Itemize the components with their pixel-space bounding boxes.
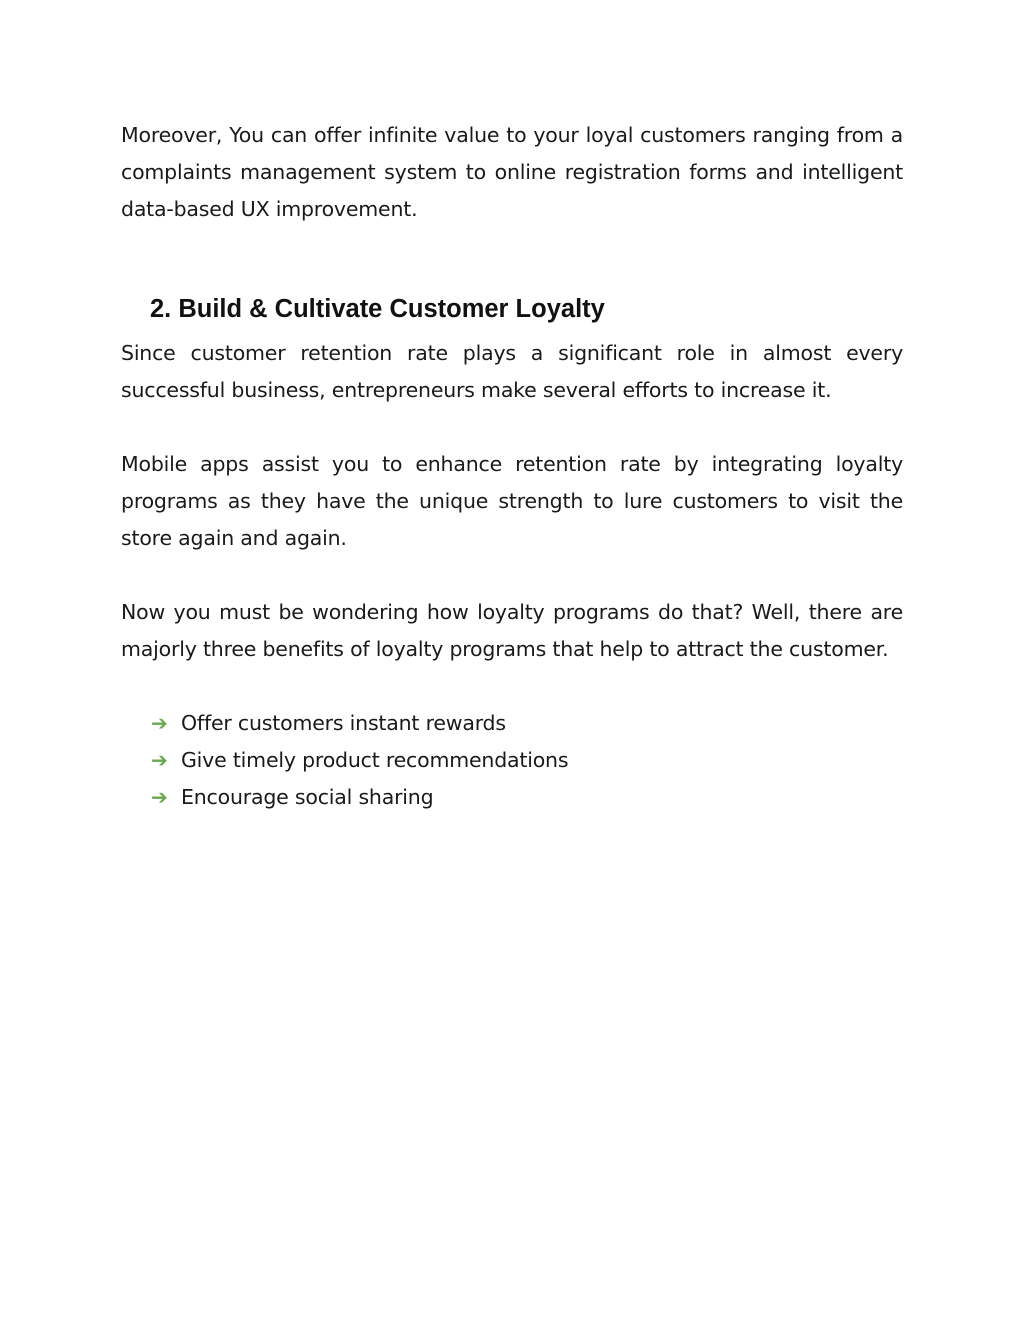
list-item-text: Give timely product recommendations bbox=[181, 748, 569, 772]
list-item bbox=[151, 705, 903, 742]
list-item-text: Offer customers instant rewards bbox=[181, 711, 506, 735]
loyalty-benefits-paragraph: Now you must be wondering how loyalty programs do that? Well, there are majorly three benefits of loyalty programs that help to attract the customer. bbox=[121, 600, 903, 661]
benefits-list bbox=[121, 705, 903, 816]
section-heading: 2. Build & Cultivate Customer Loyalty bbox=[150, 295, 605, 323]
mobile-apps-paragraph: Mobile apps assist you to enhance retention rate by integrating loyalty programs as they have the unique strength to lure customers to visit the store again and again. bbox=[121, 452, 903, 550]
intro-paragraph: Moreover, You can offer infinite value to your loyal customers ranging from a complaints management system to online registration forms and intelligent data-based UX improvement. bbox=[121, 123, 903, 221]
arrow-right-icon: ➔ bbox=[151, 785, 168, 809]
arrow-right-icon: ➔ bbox=[151, 748, 168, 772]
document-page bbox=[121, 117, 903, 816]
arrow-right-icon: ➔ bbox=[151, 711, 168, 735]
list-item-text: Encourage social sharing bbox=[181, 785, 434, 809]
list-item bbox=[151, 742, 903, 779]
list-item bbox=[151, 779, 903, 816]
retention-paragraph: Since customer retention rate plays a significant role in almost every successful business, entrepreneurs make several efforts to increase it. bbox=[121, 341, 903, 402]
